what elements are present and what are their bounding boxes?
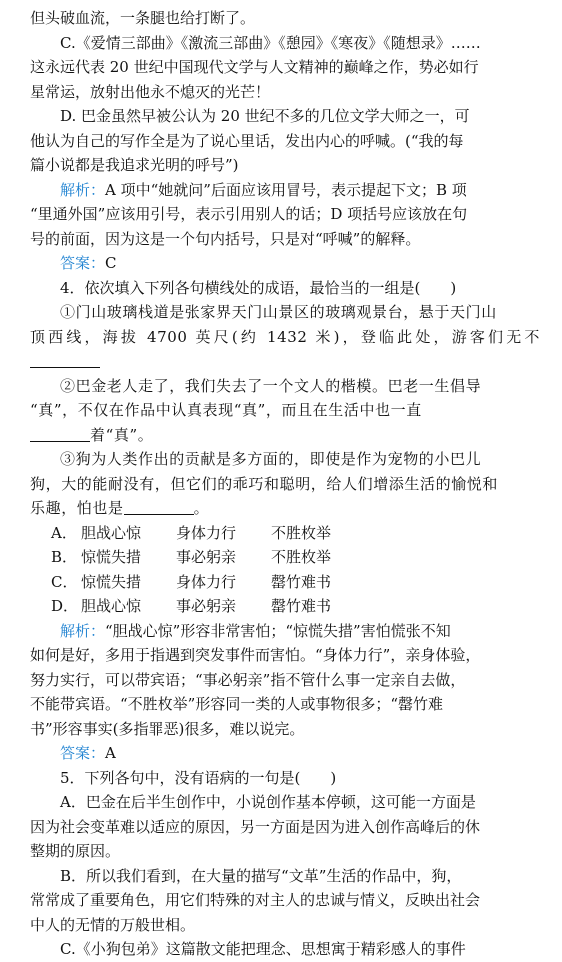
sentence-2: ②巴金老人走了，我们失去了一个文人的楷模。巴老一生倡导 bbox=[60, 376, 482, 395]
option-word: 不胜枚举 bbox=[271, 548, 332, 566]
option-word: 事必躬亲 bbox=[176, 548, 237, 566]
analysis-label: 解析： bbox=[60, 621, 106, 640]
option-letter: C． bbox=[51, 572, 78, 591]
analysis-label: 解析： bbox=[60, 180, 106, 199]
option-row-c bbox=[30, 570, 540, 595]
text-line: “真”，不仅在作品中认真表现“真”，而且在生活中也一直 bbox=[30, 401, 422, 419]
text-line: 狗，大的能耐没有，但它们的乖巧和聪明，给人们增添生活的愉悦和 bbox=[30, 474, 499, 493]
sentence-3: ③狗为人类作出的贡献是多方面的，即使是作为宠物的小巴儿 bbox=[60, 450, 482, 468]
answer-value: C bbox=[105, 254, 117, 272]
sentence-2-tail: 着“真”。 bbox=[90, 425, 154, 444]
text-line: 他认为自己的写作全是为了说心里话，发出内心的呼喊。(“我的每 bbox=[30, 131, 464, 150]
option-word: 惊慌失措 bbox=[81, 548, 142, 566]
text-line: 乐趣，怕也是 。 bbox=[30, 499, 210, 517]
option-d-text: D. 巴金虽然早被公认为 20 世纪不多的几位文学大师之一，可 bbox=[60, 107, 470, 125]
text-line: 因为社会变革难以适应的原因，另一方面是因为进入创作高峰后的休 bbox=[30, 817, 481, 836]
answer-label: 答案： bbox=[60, 254, 106, 272]
text-line: 篇小说都是我追求光明的呼号”) bbox=[30, 156, 239, 174]
text-line bbox=[30, 325, 540, 374]
text-line: 但头破血流，一条腿也给打断了。 bbox=[30, 9, 256, 27]
fill-blank-3 bbox=[124, 498, 194, 515]
option-word: 身体力行 bbox=[176, 572, 237, 591]
text-line: 星常运，放射出他永不熄灭的光芒！ bbox=[30, 82, 271, 101]
option-b-text: B．所以我们看到，在大量的描写“文革”生活的作品中，狗， bbox=[60, 866, 462, 885]
option-row-d bbox=[30, 594, 540, 619]
option-word: 胆战心惊 bbox=[81, 597, 142, 615]
answer-label: 答案： bbox=[60, 744, 106, 762]
analysis-line bbox=[30, 178, 540, 203]
analysis-text: A 项中“她就问”后面应该用冒号，表示提起下文；B 项 bbox=[105, 180, 467, 199]
option-word: 惊慌失措 bbox=[81, 572, 142, 591]
option-word: 罄竹难书 bbox=[271, 572, 332, 591]
text-line: 努力实行，可以带宾语；“事必躬亲”指不管什么事一定亲自去做， bbox=[30, 670, 466, 689]
option-word: 身体力行 bbox=[176, 523, 237, 542]
text-line: 号的前面，因为这是一个句内括号，只是对“呼喊”的解释。 bbox=[30, 229, 421, 248]
text-line: 常常成了重要角色，用它们特殊的对主人的忠诚与情义，反映出社会 bbox=[30, 891, 481, 909]
analysis-text: “胆战心惊”形容非常害怕；“惊慌失措”害怕慌张不知 bbox=[105, 621, 451, 640]
option-letter: B． bbox=[51, 548, 78, 566]
option-word: 胆战心惊 bbox=[81, 523, 142, 542]
question-4-stem: 4．依次填入下列各句横线处的成语，最恰当的一组是( ) bbox=[60, 278, 457, 297]
option-word: 事必躬亲 bbox=[176, 597, 237, 615]
option-c-text: C.《小狗包弟》这篇散文能把理念、思想寓于精彩感人的事件 bbox=[60, 940, 466, 958]
option-letter: D． bbox=[51, 597, 79, 615]
text-line: 如何是好，多用于指遇到突发事件而害怕。“身体力行”，亲身体验， bbox=[30, 646, 481, 664]
answer-line bbox=[30, 741, 540, 766]
answer-line bbox=[30, 251, 540, 276]
option-letter: A． bbox=[51, 523, 77, 542]
text-line bbox=[30, 423, 540, 448]
text-line: 整期的原因。 bbox=[30, 842, 121, 860]
text-line: “里通外国”应该用引号，表示引用别人的话；D 项括号应该放在句 bbox=[30, 205, 468, 223]
option-c-text: C.《爱情三部曲》《激流三部曲》《憩园》《寒夜》《随想录》…… bbox=[60, 33, 481, 52]
option-a-text: A．巴金在后半生创作中，小说创作基本停顿，这可能一方面是 bbox=[60, 793, 476, 811]
question-5-stem: 5．下列各句中，没有语病的一句是( ) bbox=[60, 768, 337, 787]
text-line: 这永远代表 20 世纪中国现代文学与人文精神的巅峰之作，势必如行 bbox=[30, 58, 479, 76]
analysis-line bbox=[30, 619, 540, 644]
text-line: 中人的无情的万般世相。 bbox=[30, 915, 196, 934]
sentence-1-tail: 顶西线，海拔 4700 英尺(约 1432 米)，登临此处，游客们无不 bbox=[30, 327, 540, 346]
option-row-a bbox=[30, 521, 540, 546]
text-line: 书”形容事实(多指罪恶)很多，难以说完。 bbox=[30, 719, 305, 738]
sentence-3-tail: 乐趣，怕也是 bbox=[30, 499, 124, 517]
option-row-b bbox=[30, 545, 540, 570]
option-word: 不胜枚举 bbox=[271, 523, 332, 542]
text-line: 不能带宾语。“不胜枚举”形容同一类的人或事物很多；“罄竹难 bbox=[30, 695, 444, 713]
sentence-1: ①门山玻璃栈道是张家界天门山景区的玻璃观景台，悬于天门山 bbox=[60, 303, 497, 321]
answer-value: A bbox=[105, 744, 116, 762]
fill-blank-2 bbox=[30, 425, 90, 442]
fill-blank-1 bbox=[30, 351, 100, 368]
option-word: 罄竹难书 bbox=[271, 597, 332, 615]
